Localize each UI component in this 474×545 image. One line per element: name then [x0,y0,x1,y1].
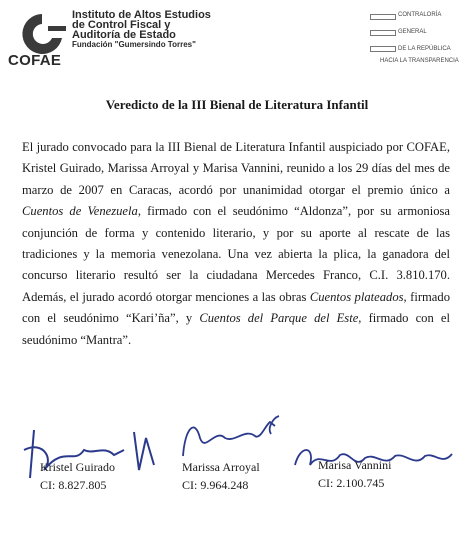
signatures [0,420,474,530]
foundation-name: Fundación "Gumersindo Torres" [72,40,196,49]
verdict-body [22,137,450,351]
letterhead [0,0,474,80]
signatory-name: Kristel Guirado [40,460,115,474]
signatory-ci: CI: 9.964.248 [182,478,249,492]
signatory-ci: CI: 8.827.805 [40,478,107,492]
signatory-3 [318,456,391,492]
document-title: Veredicto de la III Bienal de Literatura Infantil [105,97,369,112]
signatory-1 [40,458,115,494]
signatory-name: Marissa Arroyal [182,460,260,474]
cgr-logo: CONTRALORÍA GENERAL DE LA REPÚBLICA HACIA LA TRANSPARENCIA [370,10,470,72]
work-title: Cuentos de Venezuela [22,204,138,219]
signatory-name: Marisa Vannini [318,458,392,472]
signatory-2 [182,458,260,494]
work-title: Cuentos del Parque del Este [199,311,359,326]
key-icon [370,30,396,36]
signatory-ci: CI: 2.100.745 [318,476,385,490]
brand-name: COFAE [8,52,62,69]
work-title: Cuentos plateados [309,289,404,304]
institute-name: Instituto de Altos Estudios de Control Fiscal y Auditoría de Estado Fundación "Gumersindo Torres" [72,9,211,49]
key-icon [370,46,396,52]
key-icon [370,14,396,20]
verdict-paragraph: El jurado convocado para la III Bienal de Literatura Infantil auspiciado por COFAE, Kristel Guirado, Marissa Arroyal y Marisa Vannini, reunido a los 29 días del mes de marzo de 2007 en Caracas, acordó por unanimidad otorgar el premio único a Cuentos de Venezuela, firmado con el seudónimo “Aldonza”, por su armoniosa conjunción de forma y contenido literario, y por su aporte al rescate de las tradiciones y la memoria venezolana. Una vez abierta la plica, la ganadora del concurso literario resultó ser la ciudadana Mercedes Franco, C.I. 3.810.170. Además, el jurado acordó otorgar menciones a las obras Cuentos plateados, firmado con el seudónimo “Kari’ña”, y Cuentos del Parque del Este, firmado con el seudónimo “Mantra”. [22,140,451,347]
